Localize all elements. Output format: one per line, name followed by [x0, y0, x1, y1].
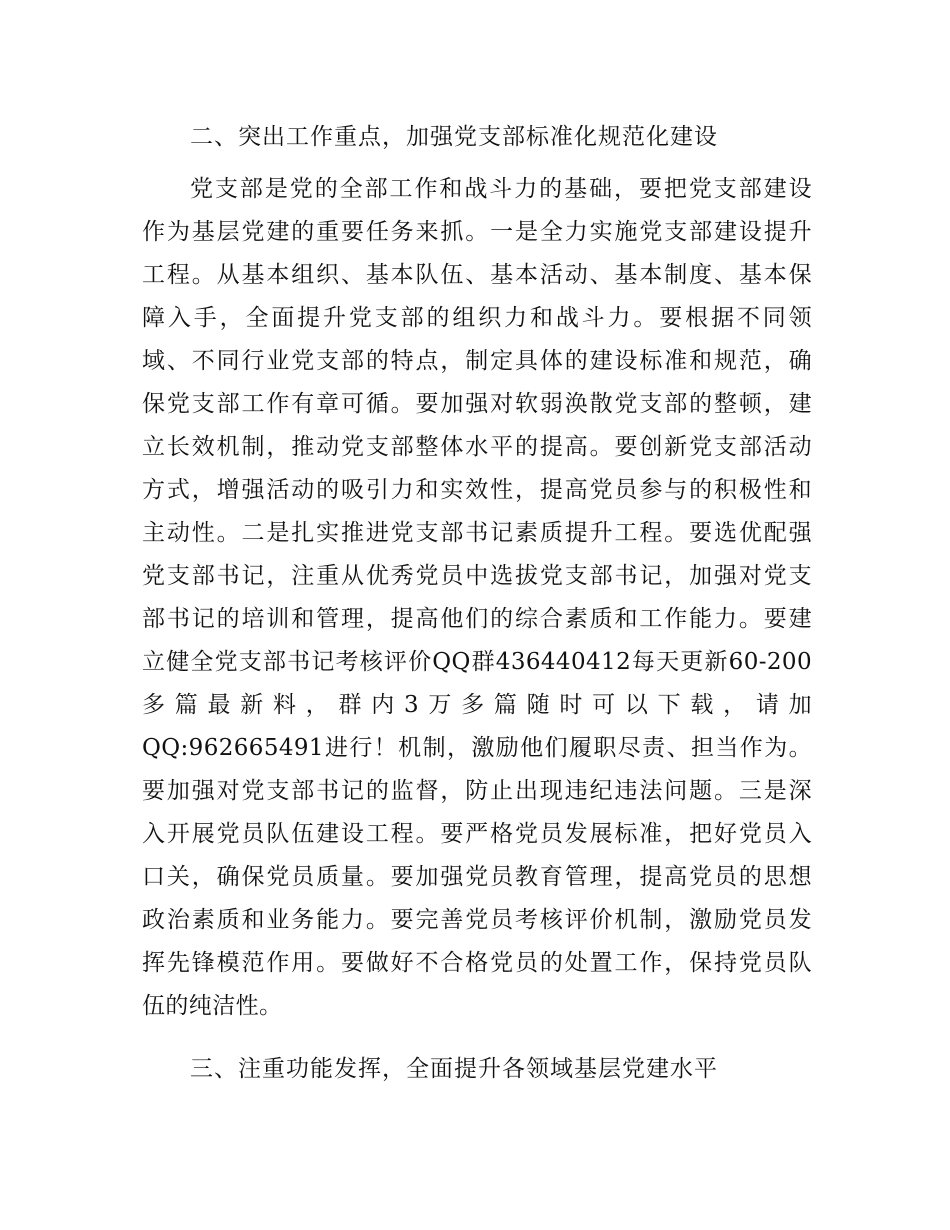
paragraph-line: 伍的纯洁性。	[142, 993, 283, 1019]
paragraph-line: 党支部是党的全部工作和战斗力的基础，要把党支部建设	[190, 176, 812, 202]
paragraph-line: 障入手，全面提升党支部的组织力和战斗力。要根据不同领	[142, 305, 812, 331]
section-paragraph	[142, 168, 812, 1028]
paragraph-line: 党支部书记，注重从优秀党员中选拔党支部书记，加强对党支	[142, 563, 812, 589]
section-heading-2: 二、突出工作重点，加强党支部标准化规范化建设	[190, 124, 718, 150]
paragraph-line: 立长效机制，推动党支部整体水平的提高。要创新党支部活动	[142, 434, 812, 460]
paragraph-line: 部书记的培训和管理，提高他们的综合素质和工作能力。要建	[142, 606, 812, 632]
section-heading-3: 三、注重功能发挥，全面提升各领域基层党建水平	[190, 1056, 718, 1082]
paragraph-line: 政治素质和业务能力。要完善党员考核评价机制，激励党员发	[142, 907, 812, 933]
paragraph-line: 域、不同行业党支部的特点，制定具体的建设标准和规范，确	[142, 348, 812, 374]
paragraph-line: 方式，增强活动的吸引力和实效性，提高党员参与的积极性和	[142, 477, 812, 503]
paragraph-line: QQ:962665491进行！机制，激励他们履职尽责、担当作为。	[142, 735, 812, 761]
paragraph-line: 工程。从基本组织、基本队伍、基本活动、基本制度、基本保	[142, 262, 812, 288]
paragraph-line: 挥先锋模范作用。要做好不合格党员的处置工作，保持党员队	[142, 950, 812, 976]
paragraph-line: 要加强对党支部书记的监督，防止出现违纪违法问题。三是深	[142, 778, 812, 804]
paragraph-line: 口关，确保党员质量。要加强党员教育管理，提高党员的思想	[142, 864, 812, 890]
paragraph-line: 作为基层党建的重要任务来抓。一是全力实施党支部建设提升	[142, 219, 812, 245]
paragraph-line: 入开展党员队伍建设工程。要严格党员发展标准，把好党员入	[142, 821, 812, 847]
paragraph-line: 多篇最新料，群内3万多篇随时可以下载，请加	[142, 692, 812, 718]
paragraph-line: 主动性。二是扎实推进党支部书记素质提升工程。要选优配强	[142, 520, 812, 546]
paragraph-line: 立健全党支部书记考核评价QQ群436440412每天更新60-200	[142, 649, 812, 675]
paragraph-line: 保党支部工作有章可循。要加强对软弱涣散党支部的整顿，建	[142, 391, 812, 417]
